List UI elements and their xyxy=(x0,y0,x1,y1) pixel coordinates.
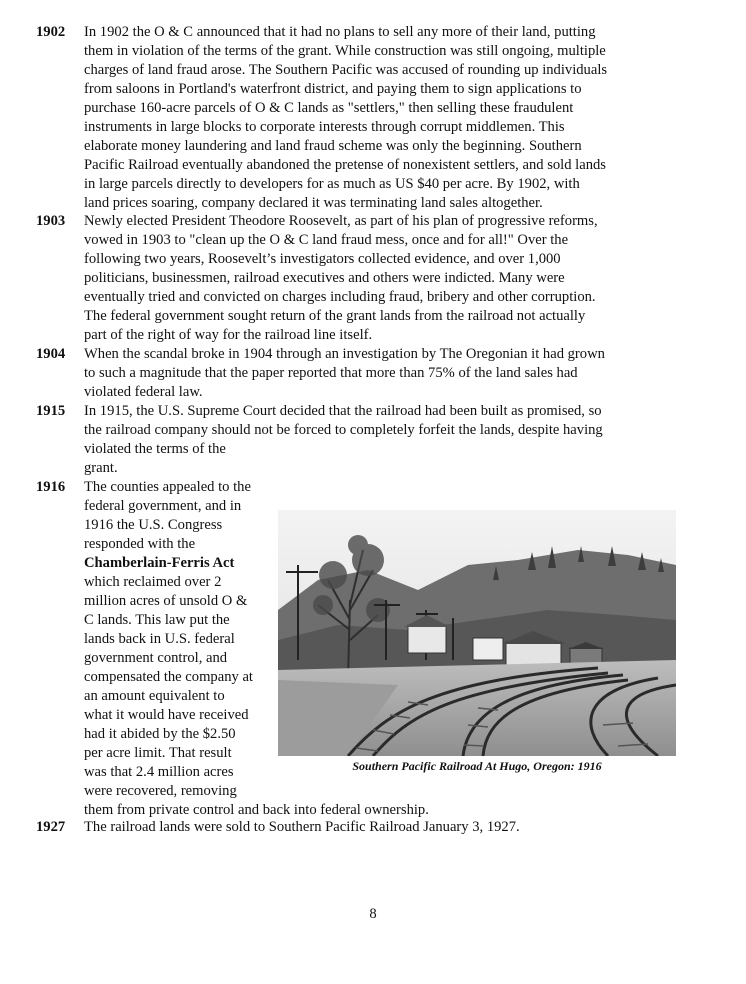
text-line: instruments in large blocks to corporate interests through corrupt middlemen. This xyxy=(84,119,565,135)
entry-text xyxy=(84,345,676,402)
photo-caption: Southern Pacific Railroad At Hugo, Oregon: 1916 xyxy=(352,759,602,773)
text-line: what it would have received xyxy=(84,707,249,723)
year-label: 1915 xyxy=(36,403,66,419)
text-line: The counties appealed to the xyxy=(84,479,251,495)
text-line: federal government, and in xyxy=(84,498,242,514)
text-line: them in violation of the terms of the grant. While construction was still ongoing, multiple xyxy=(84,43,606,59)
text-line: in large parcels directly to developers for as much as US $40 per acre. By 1902, with xyxy=(84,176,580,192)
entry-text xyxy=(84,478,274,801)
text-line: eventually tried and convicted on charges including fraud, bribery and other corruption. xyxy=(84,289,596,305)
text-line: violated federal law. xyxy=(84,384,203,400)
text-line: The federal government sought return of the grant lands from the railroad not actually xyxy=(84,308,586,324)
text-line: In 1902 the O & C announced that it had no plans to sell any more of their land, putting xyxy=(84,24,596,40)
text-line: to such a magnitude that the paper reported that more than 75% of the land sales had xyxy=(84,365,578,381)
text-line: which reclaimed over 2 xyxy=(84,574,222,590)
text-line: was that 2.4 million acres xyxy=(84,764,234,780)
text-line: The railroad lands were sold to Southern Pacific Railroad January 3, 1927. xyxy=(84,819,520,835)
text-line: Newly elected President Theodore Roosevelt, as part of his plan of progressive reforms, xyxy=(84,213,598,229)
text-line: compensated the company at xyxy=(84,669,253,685)
text-line: land prices soaring, company declared it was terminating land sales altogether. xyxy=(84,195,543,211)
text-line: violated the terms of the xyxy=(84,441,226,457)
text-line: responded with the xyxy=(84,536,196,552)
entry-text xyxy=(84,818,676,837)
text-line: vowed in 1903 to "clean up the O & C land fraud mess, once and for all!" Over the xyxy=(84,232,569,248)
text-line: part of the right of way for the railroad line itself. xyxy=(84,327,373,343)
entry-1904 xyxy=(36,345,676,402)
entry-text xyxy=(84,402,676,478)
text-line: lands back in U.S. federal xyxy=(84,631,235,647)
year-label: 1902 xyxy=(36,24,66,40)
text-line: grant. xyxy=(84,460,118,476)
text-line: When the scandal broke in 1904 through an investigation by The Oregonian it had grown xyxy=(84,346,605,362)
entry-1915 xyxy=(36,402,676,478)
railroad-photo-illustration xyxy=(278,510,676,756)
text-line: purchase 160-acre parcels of O & C lands as "settlers," then selling these fraudulent xyxy=(84,100,574,116)
entry-1903 xyxy=(36,212,676,345)
entry-1927 xyxy=(36,818,676,837)
text-line: million acres of unsold O & xyxy=(84,593,248,609)
text-line: from saloons in Portland's waterfront district, and paying them to sign applications to xyxy=(84,81,582,97)
text-line: elaborate money laundering and land fraud scheme was only the beginning. Southern xyxy=(84,138,582,154)
year-label: 1916 xyxy=(36,479,66,495)
text-line: government control, and xyxy=(84,650,228,666)
year-label: 1903 xyxy=(36,213,66,229)
text-line: an amount equivalent to xyxy=(84,688,225,704)
railroad-photo xyxy=(278,510,676,756)
act-name: Chamberlain-Ferris Act xyxy=(84,555,235,571)
text-line: following two years, Roosevelt’s investigators collected evidence, and over 1,000 xyxy=(84,251,561,267)
year-label: 1927 xyxy=(36,819,66,835)
text-line: Pacific Railroad eventually abandoned the pretense of nonexistent settlers, and sold lands xyxy=(84,157,606,173)
text-line: 1916 the U.S. Congress xyxy=(84,517,223,533)
entry-text xyxy=(84,212,676,345)
text-line: the railroad company should not be forced to completely forfeit the lands, despite having xyxy=(84,422,603,438)
text-line: per acre limit. That result xyxy=(84,745,232,761)
text-line: C lands. This law put the xyxy=(84,612,230,628)
page-number: 8 xyxy=(369,906,377,922)
text-line: were recovered, removing xyxy=(84,783,237,799)
text-line: them from private control and back into federal ownership. xyxy=(84,802,429,818)
text-line: politicians, businessmen, railroad executives and others were indicted. Many were xyxy=(84,270,565,286)
entry-text xyxy=(84,23,676,213)
text-line: had it abided by the $2.50 xyxy=(84,726,236,742)
text-line: In 1915, the U.S. Supreme Court decided that the railroad had been built as promised, so xyxy=(84,403,602,419)
year-label: 1904 xyxy=(36,346,66,362)
entry-1902 xyxy=(36,23,676,213)
text-line: charges of land fraud arose. The Southern Pacific was accused of rounding up individuals xyxy=(84,62,608,78)
